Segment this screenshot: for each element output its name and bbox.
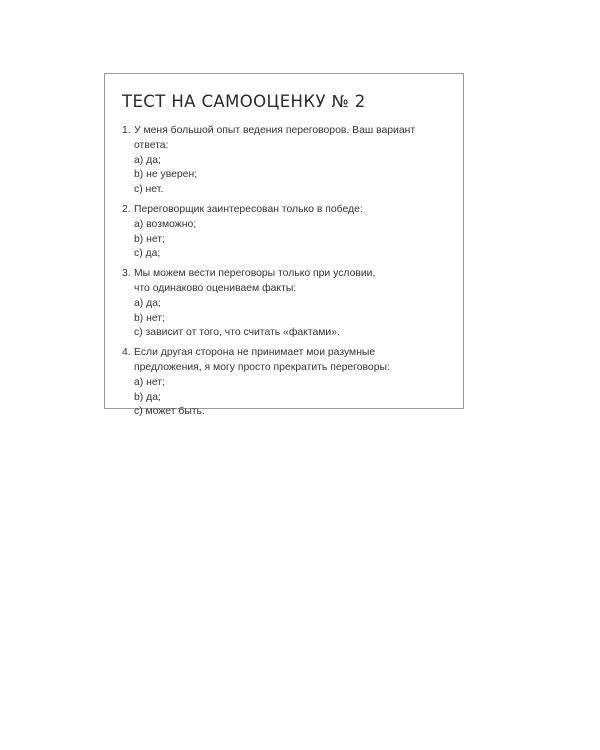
answer-option: b) нет; (134, 312, 165, 324)
question-text-line: что одинаково оцениваем факты: (134, 282, 297, 294)
answer-option: a) нет; (134, 376, 165, 388)
question-text-line: предложения, я могу просто прекратить переговоры: (134, 361, 390, 373)
answer-option: c) да; (134, 248, 161, 260)
answer-option: b) не уверен; (134, 169, 198, 181)
question-text-line: ответа: (134, 139, 169, 151)
test-title: ТЕСТ НА САМООЦЕНКУ № 2 (122, 92, 366, 111)
answer-option: c) может быть. (134, 406, 205, 418)
question-number: 1. (122, 125, 131, 136)
question-number: 2. (122, 203, 131, 215)
answer-option: a) да; (134, 297, 161, 309)
answer-option: a) возможно; (134, 218, 197, 230)
question-text-line: Если другая сторона не принимает мои разумные (134, 347, 376, 359)
question-number: 4. (122, 347, 131, 359)
question-4 (122, 346, 447, 420)
question-3 (122, 267, 447, 341)
answer-option: c) нет. (134, 184, 164, 196)
answer-option: b) нет; (134, 233, 165, 245)
answer-option: b) да; (134, 391, 161, 403)
question-2 (122, 203, 447, 262)
answer-option: a) да; (134, 154, 161, 166)
question-1 (122, 124, 447, 198)
question-text-line: У меня большой опыт ведения переговоров. Ваш вариант (134, 125, 416, 136)
question-text-line: Переговорщик заинтересован только в победе: (134, 203, 363, 215)
question-text-line: Мы можем вести переговоры только при условии, (134, 268, 376, 280)
test-box (104, 73, 464, 418)
question-number: 3. (122, 268, 131, 280)
answer-option: c) зависит от того, что считать «фактами». (134, 327, 340, 339)
